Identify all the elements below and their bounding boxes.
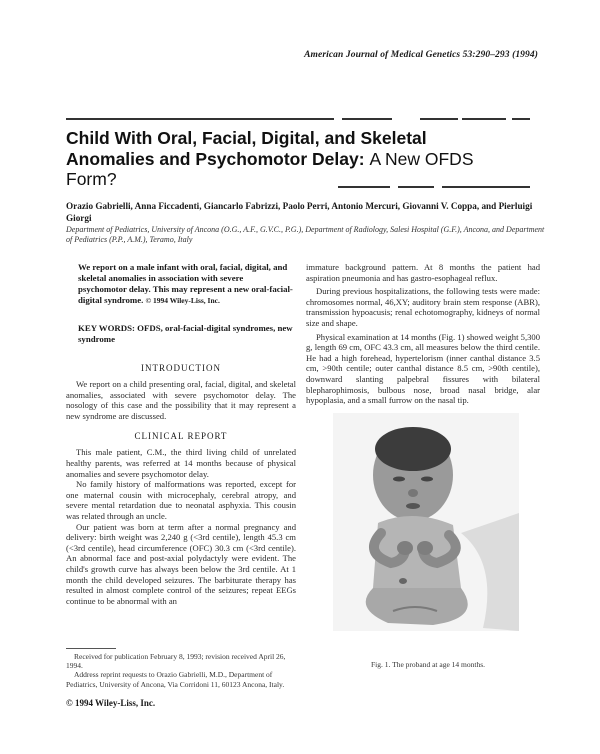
left-column (66, 363, 296, 606)
footnote-received: Received for publication February 8, 1993; revision received April 26, 1994. (66, 652, 286, 671)
article-title (66, 128, 506, 190)
abstract-text: We report on a male infant with oral, facial, digital, and skeletal anomalies in association with severe psychomotor delay. This may represent a new oral-facial-digital syndrome. (78, 262, 293, 305)
right-column-p2: During previous hospitalizations, the following tests were made: chromosomes normal, 46,XY; auditory brain stem response (ABR), transmission hypoacusis; renal echotomography, kidneys of normal size and shape. (306, 286, 540, 328)
keywords-label: KEY WORDS: (78, 323, 135, 333)
title-rule-top-seg (420, 118, 458, 120)
keywords (78, 323, 293, 345)
right-column-p1: immature background pattern. At 8 months the patient had aspiration pneumonia and has gastro-esophageal reflux. (306, 262, 540, 283)
title-rule-top-seg (462, 118, 506, 120)
clinical-report-p2: No family history of malformations was reported, except for one maternal cousin with microcephaly, cerebral atropy, and severe mental retardation due to neonatal asphyxia. This cousin was related through an uncle. (66, 479, 296, 521)
article-title-subtitle: A New OFDS Form? (66, 148, 474, 189)
article-title-bold: Child With Oral, Facial, Digital, and Skeletal Anomalies and Psychomotor Delay: (66, 128, 427, 169)
title-rule-bottom-seg (442, 186, 530, 188)
clinical-report-heading: CLINICAL REPORT (134, 431, 228, 442)
introduction-text: We report on a child presenting oral, facial, digital, and skeletal anomalies, associated with severe psychomotor delay. The nosology of this case and the possibility that it may represent a new syndrome are discussed. (66, 379, 296, 421)
title-rule-bottom-seg (338, 186, 390, 188)
clinical-report-p3: Our patient was born at term after a normal pregnancy and delivery: birth weight was 2,240 g (<3rd centile), length 45.3 cm (<3rd centile), head circumference (OFC) 30.3 cm (<3rd centile). An abnormal face and post-axial polydactyly were evident. The child's growth curve has always been below the 3rd centile. At 1 month the child developed seizures. The barbiturate therapy has resulted in almost complete control of the seizures; repeat EEGs continue to be abnormal with an (66, 521, 296, 606)
title-rule-top-seg (512, 118, 530, 120)
right-column (306, 262, 540, 406)
footnote-rule (66, 648, 116, 649)
keywords-text: OFDS, oral-facial-digital syndromes, new syndrome (78, 323, 293, 344)
title-rule-bottom-seg (398, 186, 434, 188)
right-column-p3: Physical examination at 14 months (Fig. 1) showed weight 5,300 g, length 69 cm, OFC 43.3 cm, all measures below the third centile. He had a high forehead, hypertelorism (inner canthal distance 3.5 cm, >90th centile; outer canthal distance 8.5 cm, >90th centile), downward slanting palpebral fissures with bilateral blepharophimosis, bulbous nose, broad nasal bridge, alar hypoplasia, and a small furrow on the nasal tip. (306, 331, 540, 406)
affiliation: Department of Pediatrics, University of Ancona (O.G., A.F., G.V.C., P.G.), Department of Radiology, Salesi Hospital (G.F.), Ancona, and Department of Pediatrics (P.P., A.M.), Teramo, Italy (66, 225, 545, 244)
footnote (66, 648, 296, 689)
title-rule-top (66, 118, 334, 120)
journal-header: American Journal of Medical Genetics 53:290–293 (1994) (304, 50, 538, 60)
figure-photo (333, 413, 519, 631)
abstract-copyright: © 1994 Wiley-Liss, Inc. (145, 296, 220, 305)
infant-photo-illustration (333, 413, 519, 631)
clinical-report-p1: This male patient, C.M., the third living child of unrelated healthy parents, was referred at 14 months because of physical anomalies and severe psychomotor delay. (66, 447, 296, 479)
title-rule-top-seg (342, 118, 392, 120)
copyright: © 1994 Wiley-Liss, Inc. (66, 698, 156, 708)
author-list: Orazio Gabrielli, Anna Ficcadenti, Giancarlo Fabrizzi, Paolo Perri, Antonio Mercuri, Giovanni V. Coppa, and Pierluigi Giorgi (66, 201, 533, 223)
introduction-heading: INTRODUCTION (141, 363, 221, 373)
footnote-address: Address reprint requests to Orazio Gabrielli, M.D., Department of Pediatrics, University of Ancona, Via Corridoni 11, 60123 Ancona, Italy. (66, 670, 285, 689)
abstract (78, 262, 293, 306)
figure-caption: Fig. 1. The proband at age 14 months. (371, 660, 486, 669)
